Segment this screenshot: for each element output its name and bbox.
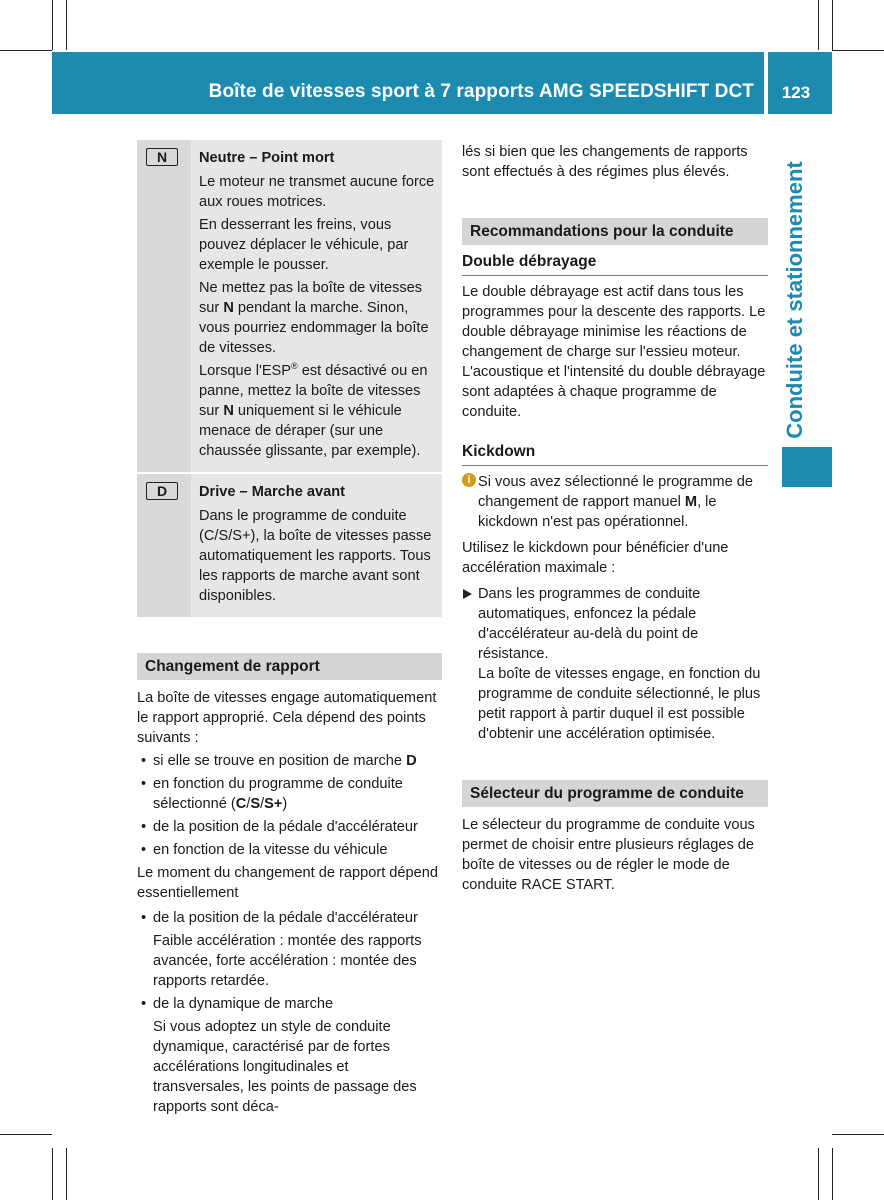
crop-mark [832, 0, 833, 50]
page-title: Boîte de vitesses sport à 7 rapports AMG SPEEDSHIFT DCT [208, 81, 754, 102]
crop-mark [832, 1148, 833, 1200]
action-step: Dans les programmes de conduite automatiques, enfoncez la pédale d'accélérateur au-delà du point de résistance. La boîte de vitesses engage, en fonction du programme de conduite sélectionné, le plus petit rapport à partir duquel il est possible d'obtenir une accélération optimisée. [462, 584, 768, 744]
gear-description [191, 474, 442, 617]
crop-mark [0, 50, 52, 51]
info-note: i Si vous avez sélectionné le programme de changement de rapport manuel M, le kickdown n'est pas opérationnel. [462, 472, 768, 532]
crop-mark [832, 50, 884, 51]
gear-d-badge: D [146, 482, 178, 500]
paragraph: Utilisez le kickdown pour bénéficier d'une accélération maximale : [462, 540, 729, 576]
info-icon: i [462, 473, 476, 487]
paragraph: Le moment du changement de rapport dépend essentiellement [137, 865, 439, 901]
gear-table [137, 140, 442, 617]
paragraph: lés si bien que les changements de rapports sont effectués à des régimes plus élevés. [462, 144, 748, 180]
gear-row-d [137, 472, 442, 617]
paragraph: Lorsque l'ESP® est désactivé ou en panne, mettez la boîte de vitesses sur N uniquement si le véhicule menace de déraper (sur une chaussée glissante, par exemple). [199, 361, 428, 459]
action-arrow-icon [463, 589, 472, 599]
gear-key-cell [137, 140, 191, 472]
gear-title: Neutre – Point mort [199, 150, 335, 166]
right-column [462, 140, 768, 895]
page-number: 123 [781, 83, 811, 102]
paragraph: Ne mettez pas la boîte de vitesses sur N pendant la marche. Sinon, vous pourriez endommager la boîte de vitesses. [199, 280, 429, 356]
crop-mark [52, 1148, 53, 1200]
paragraph: Le double débrayage est actif dans tous les programmes pour la descente des rapports. Le double débrayage minimise les réactions de changement de charge sur l'essieu moteur. L'acoustique et l'intensité du double débrayage sont adaptées à chaque programme de conduite. [462, 284, 766, 420]
section-heading: Changement de rapport [137, 653, 442, 680]
gear-key-cell [137, 474, 191, 617]
crop-mark [52, 0, 53, 50]
paragraph: En desserrant les freins, vous pouvez déplacer le véhicule, par exemple le pousser. [199, 217, 409, 273]
section-heading: Recommandations pour la conduite [462, 218, 768, 245]
crop-mark [832, 1134, 884, 1135]
crop-mark [66, 0, 67, 50]
list-item: • de la dynamique de marche [141, 996, 334, 1012]
paragraph: Le moteur ne transmet aucune force aux roues motrices. [199, 174, 435, 210]
page-number-box [768, 52, 832, 114]
chapter-tab [770, 150, 820, 450]
gear-title: Drive – Marche avant [199, 484, 346, 500]
paragraph: Dans le programme de conduite (C/S/S+), la boîte de vitesses passe automatiquement les rapports. Tous les rapports de marche avant sont disponibles. [199, 508, 432, 604]
paragraph: La boîte de vitesses engage automatiquement le rapport approprié. Cela dépend des points suivants : [137, 690, 437, 746]
header-bar [52, 52, 764, 114]
chapter-marker [782, 447, 832, 487]
subsection-heading: Kickdown [462, 442, 768, 466]
section-heading: Sélecteur du programme de conduite [462, 780, 768, 807]
list-item-detail: Si vous adoptez un style de conduite dynamique, caractérisé par de fortes accélérations longitudinales et transversales, les points de passage des rapports sont déca- [153, 1019, 417, 1115]
gear-row-n [137, 140, 442, 472]
paragraph: Le sélecteur du programme de conduite vous permet de choisir entre plusieurs réglages de boîte de vitesses ou de régler le mode de conduite RACE START. [462, 817, 755, 893]
chapter-tab-label: Conduite et stationnement [782, 161, 807, 439]
left-column [137, 140, 442, 1117]
crop-mark [66, 1148, 67, 1200]
subsection-heading: Double débrayage [462, 252, 768, 276]
gear-n-badge: N [146, 148, 178, 166]
list-item: • en fonction de la vitesse du véhicule [141, 842, 388, 858]
crop-mark [0, 1134, 52, 1135]
list-item: • de la position de la pédale d'accélérateur [141, 910, 418, 926]
crop-mark [818, 0, 819, 50]
list-item: • si elle se trouve en position de marche D [141, 753, 417, 769]
list-item: • en fonction du programme de conduite sélectionné (C/S/S+) [141, 776, 403, 812]
gear-description [191, 140, 442, 472]
crop-mark [818, 1148, 819, 1200]
list-item: • de la position de la pédale d'accélérateur [141, 819, 418, 835]
list-item-detail: Faible accélération : montée des rapports avancée, forte accélération : montée des rapports retardée. [153, 933, 422, 989]
